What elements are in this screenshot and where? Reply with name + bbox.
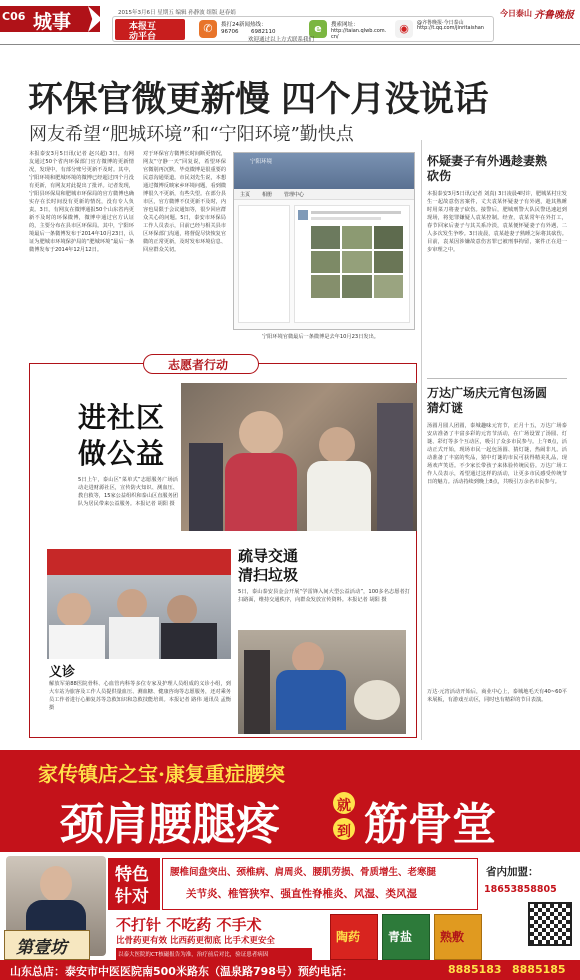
ad-franchise-phone[interactable]: 18653858805 xyxy=(484,884,557,895)
ad-feature-a: 特色 xyxy=(115,865,149,885)
ad-symptoms-1: 腰椎间盘突出、颈椎病、肩周炎、腰肌劳损、骨质增生、老寒腿 xyxy=(170,867,437,878)
web-url[interactable]: http://taian.qlwb.com.cn/ xyxy=(331,28,387,40)
ad-product-3-label: 熟敷 xyxy=(440,930,465,944)
section-name: 城事 xyxy=(33,11,72,33)
ad-note: 以泰大医院的CT核磁报告为准，治疗前后对比，验证患者病因 xyxy=(118,952,269,958)
ad-footer-phone-2[interactable]: 8885185 xyxy=(512,963,566,976)
ad-top-line: 家传镇店之宝·康复重症腰突 xyxy=(38,762,285,786)
weibo-sidebar-panel xyxy=(238,205,290,323)
traffic-caption: 5日，泰山泰安县金会开展“学雷锋入间大型公益活动”，100多名志愿者打扫路面，维持交通秩序，向群众发放宣传资料。本报记者 胡阳 摄 xyxy=(238,589,410,603)
sidebar-divider xyxy=(421,140,422,740)
brand-jinritaishan: 今日泰山 xyxy=(500,9,532,18)
photo-blood-pressure xyxy=(181,383,417,531)
ad-dao: 到 xyxy=(337,824,351,840)
ad-product-1-label: 陶药 xyxy=(336,930,361,944)
article-col-1: 本报泰安3月5日讯(记者 赵兴超) 3日，有网友通过50个省内环保部门官方微博的更新情况，发现中，有部分账号更新不及时。其中，宁阳环境和肥城环境的微博已经超过四个月没有更新，有网友对此提出了批评。记者发现，宁阳县环保局和肥城市环保局的官方微博也确实存在长时间没有更新的情况，没有专人负责。3日，有网友在微博通报50个山东省内更新不及时的环保微博，微博中通过官方认证的，主要分布在县市区环保局。其中，宁阳环境最后一条微博发布于2014年10月23日，认证为肥城市环境保护局的“肥城环境”最后一条微博发布于2014年12月12日。 xyxy=(29,151,134,253)
big-title-2: 做公益 xyxy=(78,437,166,470)
headline-subtitle: 网友希望“肥城环境”和“宁阳环境”勤快点 xyxy=(29,124,354,145)
qr-code xyxy=(528,902,572,946)
volunteer-banner: 志愿者行动 xyxy=(168,358,229,372)
weibo-icon: ◉ xyxy=(395,20,413,38)
big-title-1: 进社区 xyxy=(78,401,166,434)
weibo-url[interactable]: http://t.qq.com/jinritaishan xyxy=(417,25,484,31)
page-header xyxy=(0,0,580,42)
weibo-account: 宁阳环境 xyxy=(250,159,273,165)
clinic-caption: 解放军第88医院骨科、心血管内科等多位专家及护理人员组成的义诊小组，到大车站为旅客及工作人员提供量血压、测血糖、健康咨询等志愿服务，还对乘务员工作者进行心肺复苏等急救知识和急救技能培训。本报记者 路伟 通讯员 孟衡 摄 xyxy=(49,681,231,711)
ad-footer-address: 山东总店：泰安市中医医院南500米路东（温泉路798号）预约电话： xyxy=(10,965,353,978)
brand-qiluwanbao: 齐鲁晚报 xyxy=(534,10,574,21)
ad-logo: 第壹坊 xyxy=(16,938,67,958)
story2-title: 万达广场庆元宵包汤圆猜灯谜 xyxy=(427,386,548,415)
phone-icon: ✆ xyxy=(199,20,217,38)
ad-footer-phone-1[interactable]: 8885183 xyxy=(448,963,502,976)
weibo-photo-grid xyxy=(311,226,403,298)
traffic-title-2: 清扫垃圾 xyxy=(238,566,299,584)
story1-title: 怀疑妻子有外遇趁妻熟砍伤 xyxy=(427,154,548,183)
weibo-tab-home[interactable]: 主页 xyxy=(240,192,251,198)
story2-text: 汤圆月圆人团圆，泰城趣味元宵节，正月十五，万达广场泰安店准备了丰富多彩的元宵节活动，在广场设置了汤圆、灯谜、彩灯等多个互动区，吸引了众多市民参与。上午8点，活动正式开始，现场市民一起包汤圆、猜灯谜，热闹非凡。活动准备了丰富的奖品，猜中灯谜的市民可获得精美礼品，现场欢声笑语。不少家长带孩子来体验传统民俗。万达广场工作人员表示，希望通过这样的活动，让更多市民感受传统节日的魅力。活动持续到晚上8点，共吸引万余名市民参与。 xyxy=(427,423,567,485)
clinic-title: 义诊 xyxy=(49,665,76,680)
weibo-avatar xyxy=(298,210,308,220)
story1-text: 本报泰安3月5日讯(记者 刘真) 3日凌晨4时许，肥城某村庄发生一起故意伤害案件，丈夫袁某怀疑妻子有外遇，趁其熟睡时用菜刀将妻子砍伤。接警后，肥城刑警大队民警迅速赶到现场，将犯罪嫌疑人袁某控制。经查，袁某常年在外打工，春节回家后妻子与其关系冷淡，袁某便怀疑妻子有外遇，二人多次发生争吵。3日凌晨，袁某趁妻子熟睡之际将其砍伤。目前，袁某因涉嫌故意伤害罪已被刑事拘留，案件正在进一步审理之中。 xyxy=(427,191,567,253)
ad-feature-b: 针对 xyxy=(115,887,149,907)
page-number: C06 xyxy=(2,10,26,23)
ad-slogan-1: 不打针 不吃药 不手术 xyxy=(116,916,262,934)
interactive-platform: 本报互 动平台 ✆ 拨打24新闻热线： 96706 6982110 e 搜索网址： http://taian.qlwb.com.cn/ ◉ @齐鲁晚报·今日泰山 http://t.qq.com/jinritaishan xyxy=(112,16,494,42)
ad-title-a: 颈肩腰腿疼 xyxy=(60,799,280,850)
headline-title: 环保官微更新慢 四个月没说话 xyxy=(28,79,489,120)
issue-meta: 2015年3月6日 星期五 编辑 孙静波 组版 赵春娟 xyxy=(118,10,236,16)
ie-icon: e xyxy=(309,20,327,38)
ad-banner xyxy=(0,750,580,980)
ad-symptoms-2: 关节炎、椎管狭窄、强直性脊椎炎、风湿、类风湿 xyxy=(186,888,417,900)
ad-jiu: 就 xyxy=(337,798,351,814)
weibo-screenshot xyxy=(233,152,415,330)
ad-slogan-2: 比骨药更有效 比西药更彻底 比手术更安全 xyxy=(116,936,275,946)
weibo-tab-admin[interactable]: 管理中心 xyxy=(284,192,305,198)
header-rule xyxy=(0,44,580,45)
weibo-post xyxy=(294,205,410,323)
weibo-caption: 宁阳环境官微最后一条微博是去年10月23日发出。 xyxy=(262,334,379,340)
ad-franchise-label: 省内加盟： xyxy=(486,866,539,878)
photo-free-clinic xyxy=(47,549,231,659)
ad-title-b: 筋骨堂 xyxy=(364,799,496,850)
article-col-2: 对于环保官方微博长时间断更情况，网友“守静一天”回复说，希望环保官微别再沉默，毕竟微博是很重要的民意沟通渠道。市民刘先生说，本想通过微博反映家乡环境问题，看到微博很久不更新，有些失望。在部分县市区，官方微博不仅更新不及时，内容也局限于会议通知等，很少回应群众关心的问题。5日，泰安市环保局工作人员表示，目前已经与相关县市区环保部门沟通，将督促尽快恢复官微的正常更新，及时发布环境信息、回应群众关切。 xyxy=(143,151,226,253)
weibo-tab-album[interactable]: 相册 xyxy=(262,192,273,198)
platform-label: 本报互 动平台 xyxy=(115,19,185,40)
ad-product-2-label: 青盐 xyxy=(388,930,413,944)
community-caption: 5日上午，泰山区“菜单式”志愿服务广场活动走进财源社区，宣传防火知识、测血压、教自救等，15家公益组织和泰山区直服务团队为居民带来公益服务。本报记者 胡阳 摄 xyxy=(78,477,178,507)
traffic-title-1: 疏导交通 xyxy=(238,547,299,565)
photo-street-cleaning xyxy=(238,630,406,734)
contact-note: 欢迎通过以上方式联系我们 xyxy=(248,37,315,43)
story2-tail: 万达·元宵活动开始后，商业中心上，泰城地毛天有40~60平米展板，有游戏互动区，同时也有精彩的节目表演。 xyxy=(427,689,567,703)
